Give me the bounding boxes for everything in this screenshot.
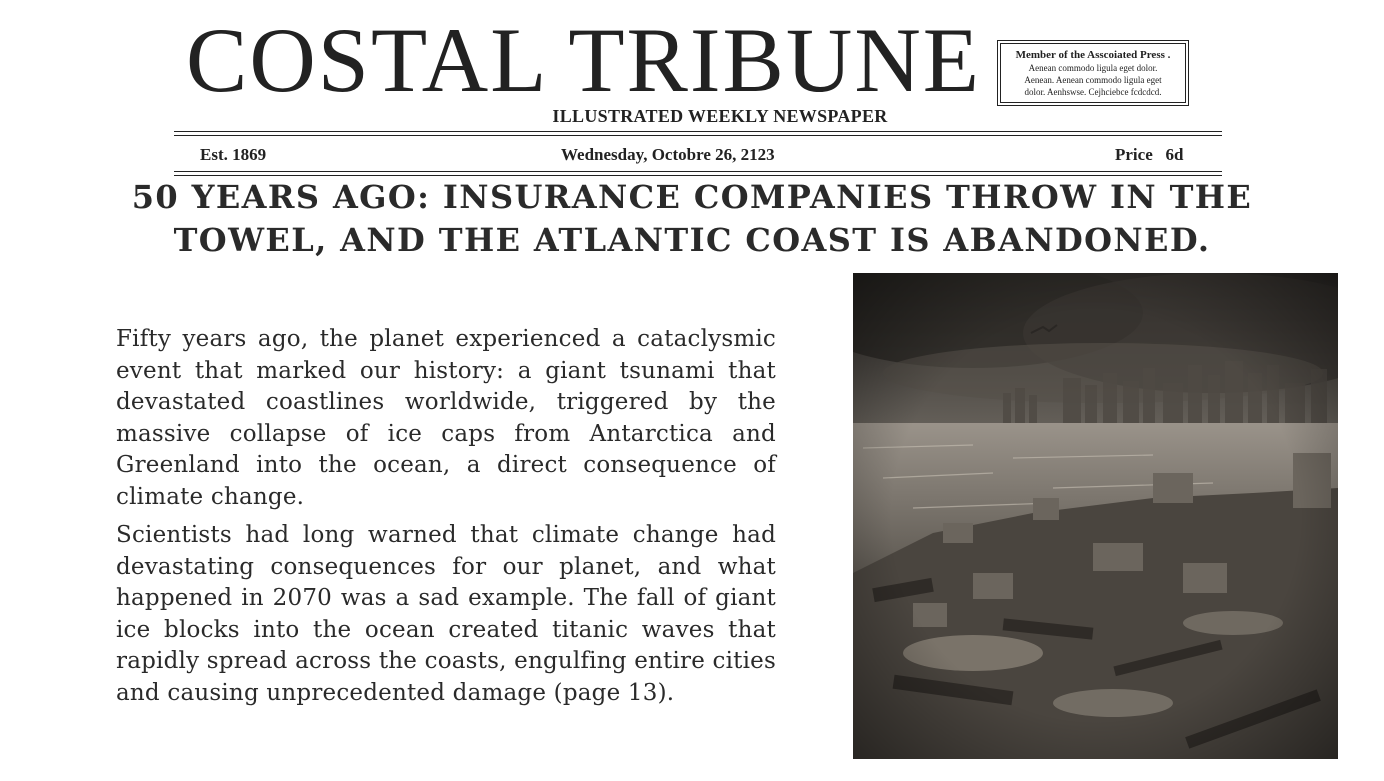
- press-membership-inner: [1000, 43, 1186, 103]
- dateline-rule-bottom: [174, 171, 1222, 172]
- masthead-rule-top-inner: [174, 135, 1222, 136]
- masthead-rule-top: [174, 131, 1222, 132]
- newspaper-subtitle: ILLUSTRATED WEEKLY NEWSPAPER: [552, 106, 888, 126]
- press-membership-box: [997, 40, 1189, 106]
- issue-date: Wednesday, Octobre 26, 2123: [561, 145, 775, 164]
- price-value: 6d: [1165, 145, 1184, 164]
- article-paragraph: Scientists had long warned that climate change had devastating consequences for our planet, and what happened in 2070 was a sad example. The fall of giant ice blocks into the ocean created titanic waves that rapidly spread across the coasts, engulfing entire cities and causing unprecedented damage (page 13).: [116, 522, 776, 706]
- article-paragraph: Fifty years ago, the planet experienced a cataclysmic event that marked our history: a giant tsunami that devastated coastlines worldwide, triggered by the massive collapse of ice caps from Antarctica and Greenland into the ocean, a direct consequence of climate change.: [116, 326, 776, 510]
- press-membership-line: dolor. Aenhswse. Cejhciebce fcdcdcd.: [1024, 87, 1162, 97]
- price-label: Price: [1115, 145, 1153, 164]
- headline: 50 YEARS AGO: INSURANCE COMPANIES THROW IN THE TOWEL, AND THE ATLANTIC COAST IS ABANDONED.: [131, 178, 1253, 259]
- press-membership-line: Aenean commodo ligula eget dolor.: [1028, 63, 1158, 73]
- press-membership-title: Member of the Asscoiated Press .: [1015, 49, 1171, 61]
- press-membership-line: Aenean. Aenean commodo ligula eget: [1024, 75, 1162, 85]
- established-date: Est. 1869: [200, 145, 267, 164]
- flooded-city-photo-icon: [853, 273, 1338, 759]
- price: [1115, 145, 1183, 165]
- flooded-city-photo: [853, 273, 1338, 759]
- article-body: [116, 324, 776, 716]
- newspaper-title: COSTAL TRIBUNE: [186, 9, 981, 111]
